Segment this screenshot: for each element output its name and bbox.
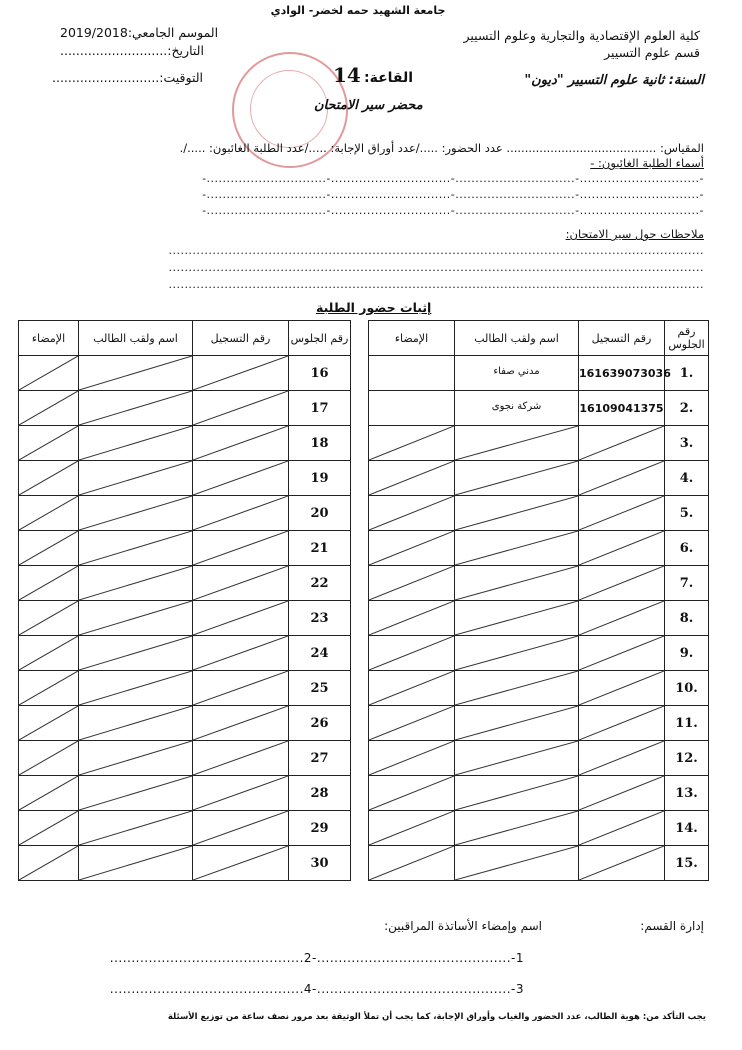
name-cell	[79, 671, 193, 706]
empty-cell-slash	[455, 426, 578, 460]
signature-cell[interactable]	[19, 601, 79, 636]
empty-cell-slash	[79, 811, 192, 845]
absentees-row-2: -..............................-..............................-..............................-..............................-	[202, 188, 704, 201]
name-cell	[455, 601, 579, 636]
registration-cell	[193, 391, 289, 426]
name-cell	[79, 461, 193, 496]
empty-cell-slash	[455, 461, 578, 495]
header-signature: الإمضاء	[19, 321, 79, 356]
faculty-name: كلية العلوم الإقتصادية والتجارية وعلوم التسيير	[463, 28, 700, 43]
table-row	[19, 566, 351, 601]
header-seat: رقم الجلوس	[289, 321, 351, 356]
empty-cell-slash	[193, 671, 288, 705]
signature-cell[interactable]	[369, 811, 455, 846]
seat-number: 6.	[665, 531, 709, 566]
empty-cell-slash	[79, 706, 192, 740]
table-row	[369, 741, 709, 776]
signature-cell[interactable]	[19, 391, 79, 426]
table-row	[19, 426, 351, 461]
seat-number: 27	[289, 741, 351, 776]
empty-cell-slash	[369, 636, 454, 670]
empty-cell-slash	[455, 846, 578, 880]
signature-cell[interactable]	[369, 776, 455, 811]
signature-cell[interactable]	[19, 636, 79, 671]
name-cell	[455, 741, 579, 776]
name-cell	[79, 496, 193, 531]
empty-cell-slash	[579, 426, 664, 460]
signature-cell[interactable]	[369, 601, 455, 636]
table-row	[19, 636, 351, 671]
registration-cell	[193, 461, 289, 496]
signature-cell[interactable]	[19, 426, 79, 461]
university-name: جامعة الشهيد حمه لخضر- الوادي	[270, 4, 446, 17]
empty-cell-slash	[79, 461, 192, 495]
name-cell	[79, 776, 193, 811]
attendance-title: إثبات حضور الطلبة	[316, 300, 432, 315]
empty-cell-slash	[79, 636, 192, 670]
registration-cell	[193, 671, 289, 706]
empty-cell-slash	[19, 636, 78, 670]
empty-cell-slash	[193, 776, 288, 810]
name-cell	[79, 636, 193, 671]
department-admin-label: إدارة القسم:	[640, 919, 704, 933]
empty-cell-slash	[193, 496, 288, 530]
signature-cell[interactable]	[19, 741, 79, 776]
empty-cell-slash	[369, 601, 454, 635]
seat-number: 12.	[665, 741, 709, 776]
empty-cell-slash	[193, 741, 288, 775]
student-name: شركة نجوى	[491, 401, 542, 412]
seat-number: 8.	[665, 601, 709, 636]
registration-cell	[579, 356, 671, 391]
empty-cell-slash	[369, 671, 454, 705]
empty-cell-slash	[193, 391, 288, 425]
empty-cell-slash	[455, 566, 578, 600]
empty-cell-slash	[579, 706, 664, 740]
empty-cell-slash	[193, 426, 288, 460]
time-field: التوقيت:...........................	[52, 70, 204, 85]
table-row	[369, 426, 709, 461]
year-label: السنة: ثانية علوم التسيير "ديون"	[524, 73, 704, 88]
empty-cell-slash	[369, 461, 454, 495]
table-row	[369, 531, 709, 566]
empty-cell-slash	[369, 566, 454, 600]
seat-number: 14.	[665, 811, 709, 846]
empty-cell-slash	[19, 356, 78, 390]
registration-cell	[579, 811, 665, 846]
seat-number: 7.	[665, 566, 709, 601]
seat-number: 2.	[665, 391, 709, 426]
name-cell	[79, 391, 193, 426]
signature-cell[interactable]	[19, 776, 79, 811]
registration-cell	[579, 426, 665, 461]
name-cell	[455, 706, 579, 741]
table-row	[369, 636, 709, 671]
signature-cell[interactable]	[19, 496, 79, 531]
empty-cell-slash	[455, 496, 578, 530]
table-row	[19, 531, 351, 566]
registration-cell	[193, 356, 289, 391]
empty-cell-slash	[19, 741, 78, 775]
table-row	[369, 566, 709, 601]
empty-cell-slash	[79, 671, 192, 705]
empty-cell-slash	[455, 531, 578, 565]
empty-cell-slash	[19, 426, 78, 460]
empty-cell-slash	[193, 566, 288, 600]
empty-cell-slash	[579, 461, 664, 495]
table-row	[369, 356, 709, 391]
empty-cell-slash	[455, 741, 578, 775]
empty-cell-slash	[19, 811, 78, 845]
seat-number: 19	[289, 461, 351, 496]
name-cell	[455, 811, 579, 846]
empty-cell-slash	[79, 426, 192, 460]
name-cell	[79, 811, 193, 846]
table-row	[19, 846, 351, 881]
empty-cell-slash	[369, 426, 454, 460]
table-row	[19, 601, 351, 636]
empty-cell-slash	[369, 706, 454, 740]
registration-cell	[579, 776, 665, 811]
registration-cell	[193, 601, 289, 636]
registration-cell	[579, 391, 665, 426]
signature-cell[interactable]	[19, 531, 79, 566]
table-row	[369, 391, 709, 426]
signature-cell[interactable]	[19, 566, 79, 601]
signature-cell[interactable]	[369, 636, 455, 671]
seat-number: 25	[289, 671, 351, 706]
empty-cell-slash	[79, 566, 192, 600]
proctor-lines-1: 1-.............................................-2.............................................	[109, 951, 524, 965]
name-cell	[455, 846, 579, 881]
signature-cell[interactable]	[369, 741, 455, 776]
signature-cell[interactable]	[369, 461, 455, 496]
name-cell	[79, 531, 193, 566]
room-label: القاعة:	[364, 70, 414, 86]
registration-cell	[579, 671, 665, 706]
empty-cell-slash	[19, 601, 78, 635]
notes-line-1: ......................................................................................................................................	[168, 244, 704, 257]
header-seat: رقم الجلوس	[665, 321, 709, 356]
empty-cell-slash	[193, 811, 288, 845]
empty-cell-slash	[19, 776, 78, 810]
table-row	[19, 496, 351, 531]
name-cell	[455, 671, 579, 706]
signature-cell[interactable]	[369, 566, 455, 601]
signature-cell[interactable]	[19, 846, 79, 881]
seat-number: 17	[289, 391, 351, 426]
registration-cell	[193, 706, 289, 741]
header-name: اسم ولقب الطالب	[79, 321, 193, 356]
seat-number: 28	[289, 776, 351, 811]
empty-cell-slash	[79, 356, 192, 390]
empty-cell-slash	[579, 496, 664, 530]
name-cell	[79, 426, 193, 461]
empty-cell-slash	[79, 391, 192, 425]
table-row	[369, 496, 709, 531]
registration-cell	[193, 496, 289, 531]
notes-label: ملاحظات حول سير الامتحان:	[565, 227, 704, 241]
name-cell	[455, 531, 579, 566]
registration-cell	[579, 706, 665, 741]
seat-number: 16	[289, 356, 351, 391]
absentees-row-1: -..............................-..............................-..............................-..............................-	[202, 172, 704, 185]
name-cell	[455, 496, 579, 531]
empty-cell-slash	[193, 356, 288, 390]
registration-cell	[579, 566, 665, 601]
document-title: محضر سير الامتحان	[314, 98, 423, 113]
table-row	[369, 601, 709, 636]
seat-number: 9.	[665, 636, 709, 671]
name-cell	[79, 601, 193, 636]
empty-cell-slash	[579, 531, 664, 565]
absentees-row-3: -..............................-..............................-..............................-..............................-	[202, 204, 704, 217]
empty-cell-slash	[19, 566, 78, 600]
registration-cell	[579, 601, 665, 636]
signature-cell[interactable]	[19, 356, 79, 391]
notes-line-3: ......................................................................................................................................	[168, 278, 704, 291]
empty-cell-slash	[19, 496, 78, 530]
seat-number: 22	[289, 566, 351, 601]
seat-number: 15.	[665, 846, 709, 881]
table-row	[19, 811, 351, 846]
empty-cell-slash	[193, 601, 288, 635]
empty-cell-slash	[79, 496, 192, 530]
empty-cell-slash	[79, 741, 192, 775]
proctors-label: اسم وإمضاء الأساتذة المراقبين:	[384, 919, 542, 933]
registration-cell	[193, 741, 289, 776]
empty-cell-slash	[79, 601, 192, 635]
seat-number: 29	[289, 811, 351, 846]
student-name: مدني صفاء	[493, 366, 540, 377]
proctor-lines-2: 3-.............................................-4.............................................	[109, 982, 524, 996]
empty-cell-slash	[369, 811, 454, 845]
registration-cell	[193, 426, 289, 461]
table-row	[369, 811, 709, 846]
empty-cell-slash	[369, 496, 454, 530]
footer-note: يجب التأكد من: هوية الطالب، عدد الحضور والغياب وأوراق الإجابة، كما يجب أن تملأ الوثيقة بعد مرور نصف ساعة من توزيع الأسئلة	[167, 1012, 706, 1022]
empty-cell-slash	[579, 776, 664, 810]
empty-cell-slash	[79, 846, 192, 880]
registration-cell	[579, 461, 665, 496]
table-row	[369, 776, 709, 811]
registration-cell	[193, 566, 289, 601]
empty-cell-slash	[193, 461, 288, 495]
seat-number: 10.	[665, 671, 709, 706]
seat-number: 23	[289, 601, 351, 636]
empty-cell-slash	[579, 601, 664, 635]
table-row	[19, 776, 351, 811]
table-row	[19, 356, 351, 391]
notes-line-2: ......................................................................................................................................	[168, 261, 704, 274]
name-cell	[79, 356, 193, 391]
name-cell	[79, 741, 193, 776]
empty-cell-slash	[579, 566, 664, 600]
signature-cell[interactable]	[369, 426, 455, 461]
empty-cell-slash	[455, 706, 578, 740]
signature-cell[interactable]	[369, 531, 455, 566]
seat-number: 30	[289, 846, 351, 881]
seat-number: 24	[289, 636, 351, 671]
header-registration: رقم التسجيل	[579, 321, 665, 356]
empty-cell-slash	[579, 636, 664, 670]
name-cell	[455, 776, 579, 811]
registration-cell	[579, 496, 665, 531]
signature-cell[interactable]	[369, 671, 455, 706]
room-number: 14	[333, 63, 361, 87]
date-field: التاريخ:...........................	[60, 43, 204, 58]
header-registration: رقم التسجيل	[193, 321, 289, 356]
table-row	[19, 671, 351, 706]
header-name: اسم ولقب الطالب	[455, 321, 579, 356]
empty-cell-slash	[19, 706, 78, 740]
registration-cell	[579, 636, 665, 671]
empty-cell-slash	[369, 846, 454, 880]
empty-cell-slash	[579, 741, 664, 775]
table-row	[19, 741, 351, 776]
header-signature: الإمضاء	[369, 321, 455, 356]
table-row	[369, 846, 709, 881]
department-name: قسم علوم التسيير	[604, 45, 700, 60]
seat-number: 18	[289, 426, 351, 461]
name-cell	[455, 426, 579, 461]
name-cell	[455, 461, 579, 496]
empty-cell-slash	[455, 776, 578, 810]
empty-cell-slash	[19, 671, 78, 705]
empty-cell-slash	[369, 776, 454, 810]
registration-cell	[193, 531, 289, 566]
table-row	[369, 461, 709, 496]
attendance-table-left	[18, 320, 351, 881]
empty-cell-slash	[455, 601, 578, 635]
seat-number: 13.	[665, 776, 709, 811]
empty-cell-slash	[193, 636, 288, 670]
empty-cell-slash	[579, 846, 664, 880]
seat-number: 4.	[665, 461, 709, 496]
table-row	[19, 391, 351, 426]
seat-number: 21	[289, 531, 351, 566]
absentees-label: أسماء الطلبة الغائبون: -	[590, 156, 704, 170]
registration-cell	[193, 846, 289, 881]
empty-cell-slash	[79, 531, 192, 565]
signature-cell[interactable]	[19, 811, 79, 846]
signature-cell[interactable]	[19, 461, 79, 496]
signature-cell[interactable]	[369, 846, 455, 881]
empty-cell-slash	[79, 776, 192, 810]
name-cell	[455, 391, 579, 426]
empty-cell-slash	[193, 706, 288, 740]
table-row	[19, 461, 351, 496]
seat-number: 20	[289, 496, 351, 531]
academic-year: الموسم الجامعي:2019/2018	[60, 25, 219, 40]
empty-cell-slash	[369, 531, 454, 565]
name-cell	[455, 636, 579, 671]
empty-cell-slash	[19, 846, 78, 880]
attendance-table-right	[368, 320, 709, 881]
signature-cell[interactable]	[369, 356, 455, 391]
empty-cell-slash	[19, 461, 78, 495]
registration-number: 161639073036	[579, 367, 671, 380]
seat-number: 3.	[665, 426, 709, 461]
seat-number: 11.	[665, 706, 709, 741]
name-cell	[455, 566, 579, 601]
registration-number: 16109041375	[579, 402, 664, 415]
empty-cell-slash	[455, 636, 578, 670]
seat-number: 5.	[665, 496, 709, 531]
table-row	[19, 706, 351, 741]
table-row	[369, 671, 709, 706]
empty-cell-slash	[19, 391, 78, 425]
seat-number: 1.	[665, 356, 709, 391]
table-row	[369, 706, 709, 741]
registration-cell	[579, 846, 665, 881]
signature-cell[interactable]	[19, 671, 79, 706]
empty-cell-slash	[579, 671, 664, 705]
empty-cell-slash	[369, 741, 454, 775]
seat-number: 26	[289, 706, 351, 741]
registration-cell	[193, 811, 289, 846]
empty-cell-slash	[579, 811, 664, 845]
empty-cell-slash	[455, 671, 578, 705]
name-cell	[79, 566, 193, 601]
registration-cell	[579, 531, 665, 566]
signature-cell[interactable]	[369, 706, 455, 741]
empty-cell-slash	[193, 531, 288, 565]
registration-cell	[193, 776, 289, 811]
signature-cell[interactable]	[19, 706, 79, 741]
registration-cell	[579, 741, 665, 776]
registration-cell	[193, 636, 289, 671]
empty-cell-slash	[193, 846, 288, 880]
name-cell	[79, 846, 193, 881]
name-cell	[79, 706, 193, 741]
name-cell	[455, 356, 579, 391]
signature-cell[interactable]	[369, 496, 455, 531]
empty-cell-slash	[19, 531, 78, 565]
exam-info-line: المقياس: ......................................... عدد الحضور: ...../عدد أوراق الإجابة: ...../عدد الطلبة الغائبون: ...../.	[179, 141, 704, 155]
empty-cell-slash	[455, 811, 578, 845]
signature-cell[interactable]	[369, 391, 455, 426]
